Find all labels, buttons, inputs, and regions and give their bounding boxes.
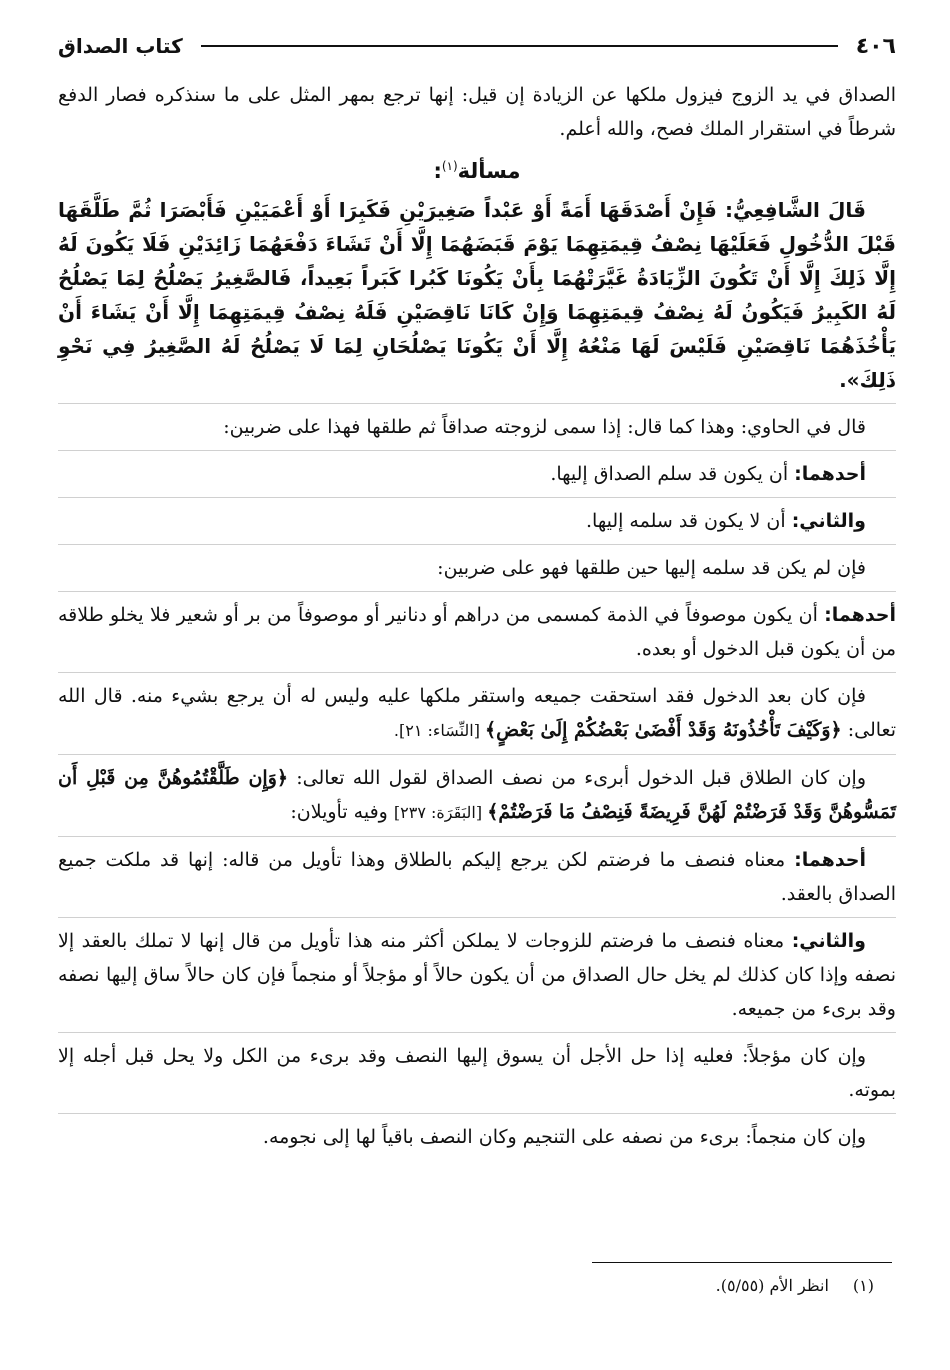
- text-described: أن يكون موصوفاً في الذمة كمسمى من دراهم أو دنانير أو موصوفاً من بر أو شعير فلا يخلو طلاقه من أن يكون قبل الدخول أو بعده.: [58, 604, 896, 660]
- paragraph-after-consummation: [58, 672, 896, 748]
- text-before-consummation: وإن كان الطلاق قبل الدخول أبرىء من نصف الصداق لقول الله تعالى:: [288, 767, 866, 789]
- heading-footnote-marker: (١): [441, 159, 458, 173]
- text-interpretation-two: معناه فنصف ما فرضتم للزوجات لا يملكن أكثر منه هذا تأويل من قال إنها لا تملك بالعقد إلا نصفه وإذا كان كذلك لم يخل حال الصداق من أن يكون حالاً أو مؤجلاً أو منجماً فإن كان حالاً ساق إليها نصفه وقد برىء من جميعه.: [58, 930, 896, 1020]
- label-first-c: أحدهما:: [794, 849, 866, 871]
- shafii-quote: قَالَ الشَّافِعِيُّ: فَإِنْ أَصْدَقَهَا أَمَةً أَوْ عَبْداً صَغِيرَيْنِ فَكَبِرَا أَوْ أَعْمَيَيْنِ فَأَبْصَرَا ثُمَّ طَلَّقَهَا قَبْلَ الدُّخُولِ فَعَلَيْهَا نِصْفُ قِيمَتِهِمَا يَوْمَ قَبَضَهُمَا إِلَّا أَنْ تَشَاءَ دَفْعَهُمَا زَائِدَيْنِ فَلَا يَكُونَ لَهُ إِلَّا ذَلِكَ إِلَّا أَنْ تَكُونَ الزِّيَادَةُ غَيَّرَتْهُمَا بِأَنْ يَكُونَا كَبُرا كَبَراً بَعِيداً، فَالصَّغِيرُ يَصْلُحُ لِمَا يَصْلُحُ لَهُ الكَبِيرُ فَيَكُونُ لَهُ نِصْفُ قِيمَتِهِمَا وَإِنْ كَانَا نَاقِصَيْنِ فَلَهُ نِصْفُ قِيمَتِهِمَا إِلَّا أَنْ يَشَاءَ أَنْ يَأْخُذَهُمَا نَاقِصَيْنِ فَلَيْسَ لَهَا مَنْعُهُ إِلَّا أَنْ يَكُونَا يَصْلُحَانِ لِمَا لَا يَصْلُحُ لَهُ الصَّغِيرُ فِي نَحْوِ ذَلِكَ».: [58, 198, 896, 392]
- paragraph-deferred: وإن كان مؤجلاً: فعليه إذا حل الأجل أن يسوق إليها النصف وقد برىء من الكل ولا يحل قبل أجله إلا بموته.: [58, 1032, 896, 1107]
- quran-verse-baqara: ﴿وَإِن طَلَّقْتُمُوهُنَّ مِن قَبْلِ أَن تَمَسُّوهُنَّ وَقَدْ فَرَضْتُمْ لَهُنَّ فَرِيضَةً فَنِصْفُ مَا فَرَضْتُمْ﴾: [58, 767, 896, 823]
- verse-ref-nisa: [النِّسَاء: ٢١].: [393, 721, 486, 740]
- paragraph-intro: الصداق في يد الزوج فيزول ملكها عن الزيادة إن قيل: إنها ترجع بمهر المثل على ما سنذكره فصار الدفع شرطاً في استقرار الملك فصح، والله أعلم.: [58, 84, 896, 140]
- label-second: والثاني:: [791, 510, 866, 532]
- text-two-interpretations: وفيه تأويلان:: [290, 801, 394, 823]
- footnote: [374, 1272, 874, 1300]
- footnote-text: انظر الأم (٥/٥٥).: [715, 1276, 829, 1295]
- book-title: كتاب الصداق: [58, 34, 183, 58]
- quran-verse-nisa: ﴿وَكَيْفَ تَأْخُذُونَهُ وَقَدْ أَفْضَىٰ بَعْضُكُمْ إِلَىٰ بَعْضٍ﴾: [485, 719, 842, 741]
- footnote-number: (١): [852, 1276, 874, 1295]
- header-rule: [201, 45, 838, 47]
- body-text: [58, 78, 896, 1154]
- label-second-b: والثاني:: [791, 930, 866, 952]
- paragraph-described: [58, 591, 896, 666]
- text-interpretation-one: معناه فنصف ما فرضتم لكن يرجع إليكم بالطلاق وهذا تأويل من قاله: إنها قد ملكت جميع الصداق بالعقد.: [58, 849, 896, 905]
- book-page: [58, 28, 896, 1154]
- paragraph-not-delivered: فإن لم يكن قد سلمه إليها حين طلقها فهو على ضربين:: [58, 544, 896, 585]
- running-header: [58, 28, 896, 64]
- text-first: أن يكون قد سلم الصداق إليها.: [550, 463, 795, 485]
- paragraph-first-case: [58, 450, 896, 491]
- verse-ref-baqara: [البَقَرَة: ٢٣٧]: [393, 803, 488, 822]
- text-second: أن لا يكون قد سلمه إليها.: [586, 510, 792, 532]
- label-first-b: أحدهما:: [824, 604, 896, 626]
- footnote-rule: [592, 1262, 892, 1263]
- paragraph-interpretation-two: [58, 917, 896, 1026]
- text-after-consummation: فإن كان بعد الدخول فقد استحقت جميعه واستقر ملكها عليه وليس له أن يرجع بشيء منه. قال الله تعالى:: [58, 685, 896, 741]
- heading-colon: :: [433, 159, 442, 183]
- paragraph-second-case: [58, 497, 896, 538]
- section-heading: [58, 148, 896, 189]
- paragraph-hawi: قال في الحاوي: وهذا كما قال: إذا سمى لزوجته صداقاً ثم طلقها فهذا على ضربين:: [58, 403, 896, 444]
- paragraph-interpretation-one: [58, 836, 896, 911]
- page-number: ٤٠٦: [855, 33, 896, 59]
- heading-text: مسألة: [457, 159, 521, 183]
- label-first: أحدهما:: [794, 463, 866, 485]
- paragraph-before-consummation: [58, 754, 896, 830]
- paragraph-installments: وإن كان منجماً: برىء من نصفه على التنجيم وكان النصف باقياً لها إلى نجومه.: [58, 1113, 896, 1154]
